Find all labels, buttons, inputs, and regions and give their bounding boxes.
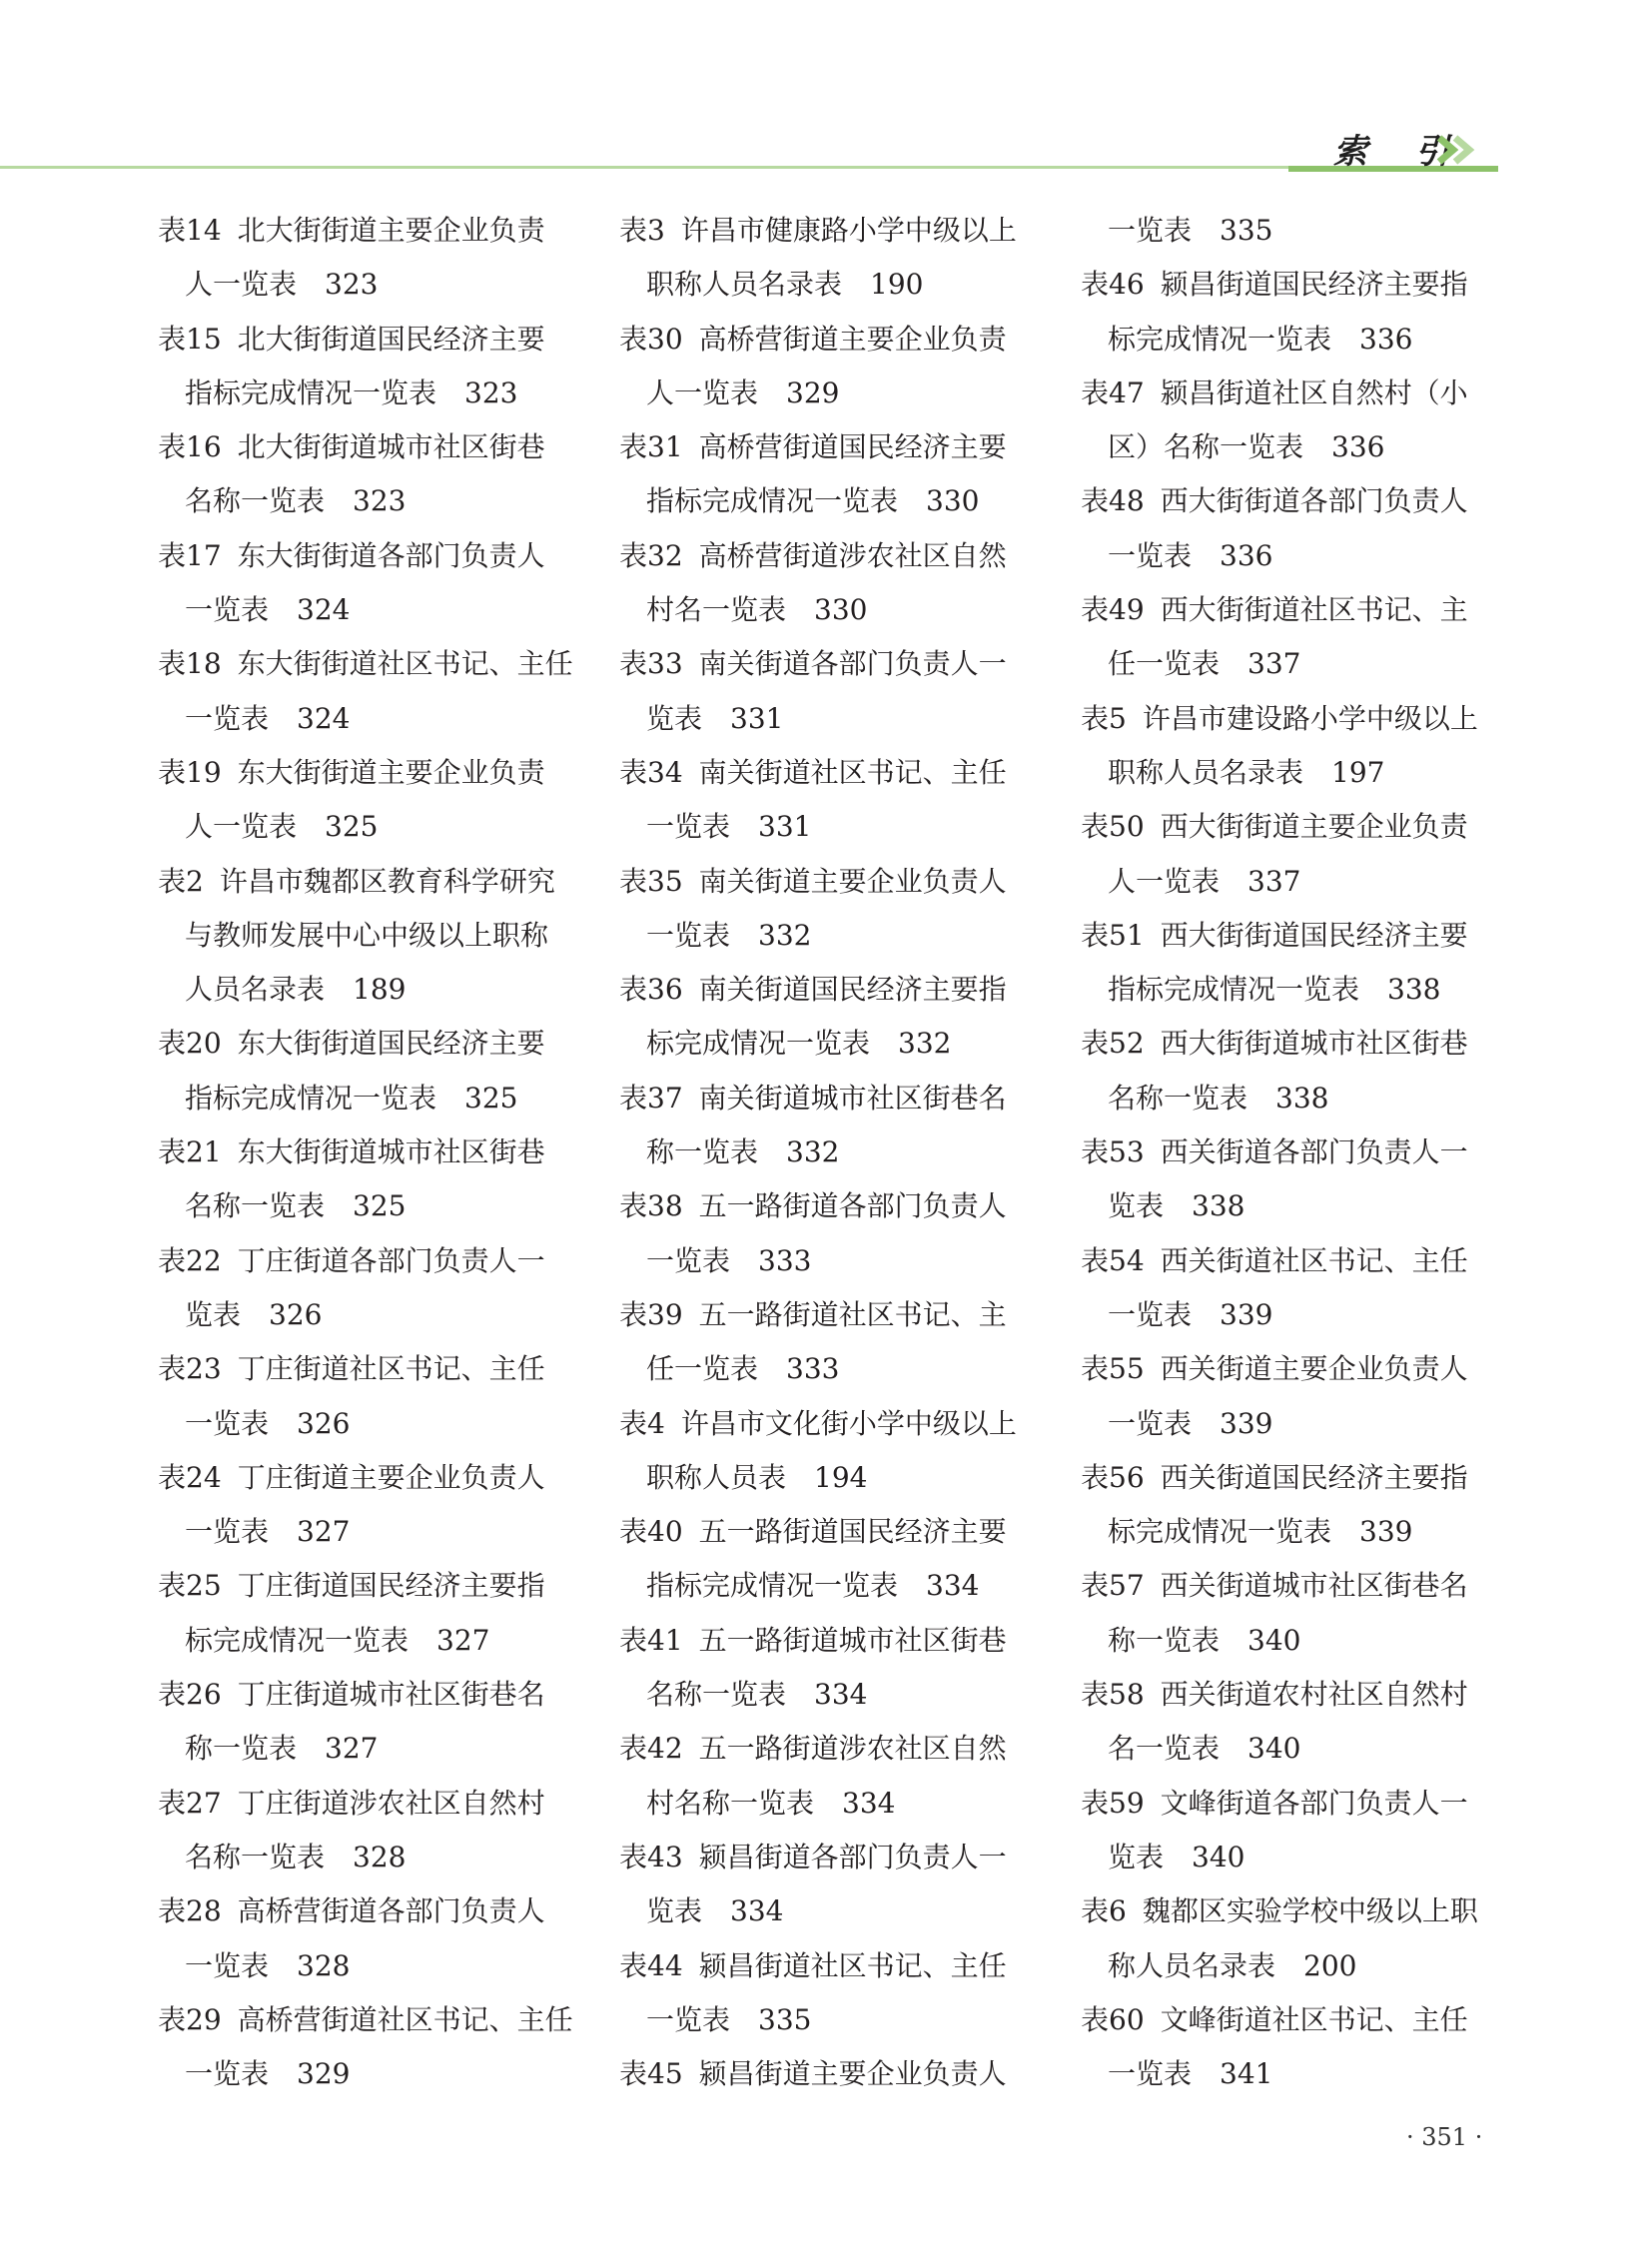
entry-text: 高桥营街道涉农社区自然 xyxy=(698,538,1007,572)
entry-text: 一览表 335 xyxy=(1108,214,1273,247)
entry-text: 任一览表 337 xyxy=(1108,647,1301,681)
index-entry xyxy=(158,420,587,474)
table-number: 表48 xyxy=(1081,484,1145,518)
index-entry xyxy=(1081,692,1510,746)
entry-text: 览表 334 xyxy=(646,1894,784,1928)
entry-text: 一览表 327 xyxy=(185,1515,351,1549)
index-entry xyxy=(1081,1668,1510,1722)
index-entry-continuation xyxy=(1081,204,1510,258)
entry-text: 西关街道社区书记、主任 xyxy=(1160,1243,1468,1277)
table-number: 表22 xyxy=(158,1243,222,1277)
table-number: 表55 xyxy=(1081,1352,1145,1386)
entry-text: 文峰街道各部门负责人一 xyxy=(1160,1786,1468,1820)
entry-text: 高桥营街道国民经济主要 xyxy=(698,430,1007,464)
entry-text: 西关街道城市社区街巷名 xyxy=(1160,1569,1468,1603)
entry-text: 西大街街道国民经济主要 xyxy=(1160,918,1468,952)
entry-text: 丁庄街道各部门负责人一 xyxy=(237,1243,545,1277)
table-number: 表14 xyxy=(158,214,222,247)
table-number: 表49 xyxy=(1081,593,1145,627)
index-entry-continuation xyxy=(1081,2047,1510,2101)
table-number: 表23 xyxy=(158,1352,222,1386)
index-entry xyxy=(1081,1559,1510,1613)
entry-text: 文峰街道社区书记、主任 xyxy=(1160,2002,1468,2036)
index-entry xyxy=(619,855,1049,909)
entry-text: 职称人员名录表 190 xyxy=(646,268,924,302)
index-entry-continuation xyxy=(619,800,1049,854)
table-number: 表42 xyxy=(619,1732,683,1766)
entry-text: 丁庄街道城市社区街巷名 xyxy=(237,1678,545,1712)
index-entry xyxy=(1081,367,1510,420)
entry-text: 丁庄街道涉农社区自然村 xyxy=(237,1786,545,1820)
index-entry xyxy=(158,1125,587,1179)
entry-text: 许昌市文化街小学中级以上 xyxy=(680,1406,1017,1440)
index-entry xyxy=(158,1234,587,1288)
index-entry-continuation xyxy=(619,1234,1049,1288)
index-entry xyxy=(158,1451,587,1505)
entry-text: 览表 331 xyxy=(646,701,784,735)
index-entry xyxy=(1081,583,1510,637)
entry-text: 西关街道国民经济主要指 xyxy=(1160,1460,1468,1494)
entry-text: 览表 340 xyxy=(1108,1840,1245,1873)
entry-text: 一览表 335 xyxy=(646,2002,812,2036)
entry-text: 指标完成情况一览表 325 xyxy=(185,1081,518,1115)
index-entry xyxy=(619,1614,1049,1668)
index-entry xyxy=(619,1939,1049,1993)
index-entry-continuation xyxy=(619,1777,1049,1831)
page-title: 索 引 xyxy=(1333,132,1467,172)
index-entry-continuation xyxy=(158,1831,587,1884)
entry-text: 西大街街道各部门负责人 xyxy=(1160,484,1468,518)
index-entry-continuation xyxy=(158,583,587,637)
entry-text: 称一览表 327 xyxy=(185,1732,379,1766)
index-entry-continuation xyxy=(1081,1722,1510,1776)
entry-text: 指标完成情况一览表 334 xyxy=(646,1569,980,1603)
entry-text: 五一路街道涉农社区自然 xyxy=(698,1732,1007,1766)
entry-text: 颍昌街道各部门负责人一 xyxy=(698,1840,1007,1873)
index-entry xyxy=(619,1288,1049,1342)
index-entry-continuation xyxy=(619,1125,1049,1179)
entry-text: 五一路街道社区书记、主 xyxy=(698,1297,1007,1331)
entry-text: 一览表 326 xyxy=(185,1406,351,1440)
table-number: 表33 xyxy=(619,647,683,681)
table-number: 表31 xyxy=(619,430,683,464)
entry-text: 东大街街道各部门负责人 xyxy=(237,538,545,572)
entry-text: 一览表 324 xyxy=(185,701,351,735)
table-number: 表25 xyxy=(158,1569,222,1603)
index-entry-continuation xyxy=(158,474,587,528)
table-number: 表18 xyxy=(158,647,222,681)
entry-text: 南关街道国民经济主要指 xyxy=(698,973,1007,1007)
table-number: 表39 xyxy=(619,1297,683,1331)
index-entry-continuation xyxy=(619,692,1049,746)
table-number: 表4 xyxy=(619,1406,665,1440)
entry-text: 名称一览表 338 xyxy=(1108,1081,1329,1115)
index-entry xyxy=(619,1831,1049,1884)
table-number: 表37 xyxy=(619,1081,683,1115)
entry-text: 一览表 324 xyxy=(185,593,351,627)
index-entry xyxy=(619,1072,1049,1125)
index-entry xyxy=(158,1668,587,1722)
index-entry xyxy=(1081,800,1510,854)
entry-text: 许昌市建设路小学中级以上 xyxy=(1142,701,1478,735)
index-entry xyxy=(158,204,587,258)
table-number: 表20 xyxy=(158,1027,222,1061)
entry-text: 许昌市魏都区教育科学研究 xyxy=(219,864,555,898)
table-number: 表35 xyxy=(619,864,683,898)
index-entry xyxy=(158,313,587,367)
index-entry-continuation xyxy=(1081,855,1510,909)
header-rule xyxy=(0,166,1498,169)
index-entry-continuation xyxy=(1081,1397,1510,1451)
table-number: 表50 xyxy=(1081,810,1145,844)
index-entry xyxy=(1081,1342,1510,1396)
entry-text: 人一览表 325 xyxy=(185,810,379,844)
index-entry xyxy=(619,746,1049,800)
table-number: 表30 xyxy=(619,322,683,356)
index-entry xyxy=(619,2047,1049,2101)
index-entry xyxy=(158,746,587,800)
table-number: 表16 xyxy=(158,430,222,464)
table-number: 表19 xyxy=(158,755,222,789)
index-entry xyxy=(158,1993,587,2047)
index-entry-continuation xyxy=(1081,1072,1510,1125)
table-number: 表58 xyxy=(1081,1678,1145,1712)
index-entry-continuation xyxy=(1081,420,1510,474)
entry-text: 一览表 332 xyxy=(646,918,812,952)
entry-text: 北大街街道城市社区街巷 xyxy=(237,430,545,464)
table-number: 表40 xyxy=(619,1515,683,1549)
entry-text: 人一览表 329 xyxy=(646,375,840,409)
entry-text: 西大街街道社区书记、主 xyxy=(1160,593,1468,627)
table-number: 表29 xyxy=(158,2002,222,2036)
index-entry xyxy=(1081,1017,1510,1071)
table-number: 表21 xyxy=(158,1135,222,1169)
entry-text: 名称一览表 323 xyxy=(185,484,407,518)
index-entry-continuation xyxy=(619,1668,1049,1722)
entry-text: 颍昌街道主要企业负责人 xyxy=(698,2057,1007,2091)
index-entry xyxy=(1081,1451,1510,1505)
entry-text: 西大街街道城市社区街巷 xyxy=(1160,1027,1468,1061)
index-column-1 xyxy=(158,204,587,2101)
index-entry-continuation xyxy=(158,800,587,854)
table-number: 表56 xyxy=(1081,1460,1145,1494)
index-entry-continuation xyxy=(1081,313,1510,367)
index-entry-continuation xyxy=(158,1939,587,1993)
entry-text: 览表 326 xyxy=(185,1297,323,1331)
entry-text: 魏都区实验学校中级以上职 xyxy=(1142,1894,1478,1928)
entry-text: 人一览表 323 xyxy=(185,268,379,302)
entry-text: 人员名录表 189 xyxy=(185,973,407,1007)
entry-text: 南关街道社区书记、主任 xyxy=(698,755,1007,789)
entry-text: 颍昌街道社区书记、主任 xyxy=(698,1948,1007,1982)
index-entry-continuation xyxy=(619,1559,1049,1613)
index-entry xyxy=(1081,1777,1510,1831)
index-entry xyxy=(619,420,1049,474)
index-entry-continuation xyxy=(158,258,587,312)
index-entry-continuation xyxy=(1081,1614,1510,1668)
entry-text: 南关街道城市社区街巷名 xyxy=(698,1081,1007,1115)
entry-text: 标完成情况一览表 332 xyxy=(646,1027,952,1061)
entry-text: 称一览表 332 xyxy=(646,1135,840,1169)
index-entry-continuation xyxy=(1081,1179,1510,1233)
table-number: 表59 xyxy=(1081,1786,1145,1820)
entry-text: 高桥营街道主要企业负责 xyxy=(698,322,1007,356)
table-number: 表52 xyxy=(1081,1027,1145,1061)
entry-text: 许昌市健康路小学中级以上 xyxy=(680,214,1017,247)
entry-text: 称一览表 340 xyxy=(1108,1623,1301,1657)
index-entry-continuation xyxy=(1081,529,1510,583)
index-entry xyxy=(1081,909,1510,963)
index-entry-continuation xyxy=(158,909,587,963)
table-number: 表5 xyxy=(1081,701,1127,735)
entry-text: 西关街道各部门负责人一 xyxy=(1160,1135,1468,1169)
entry-text: 北大街街道主要企业负责 xyxy=(237,214,545,247)
index-entry xyxy=(1081,1993,1510,2047)
entry-text: 一览表 339 xyxy=(1108,1297,1273,1331)
index-entry xyxy=(619,204,1049,258)
index-entry xyxy=(619,1179,1049,1233)
index-entry-continuation xyxy=(158,1722,587,1776)
table-number: 表60 xyxy=(1081,2002,1145,2036)
entry-text: 颍昌街道社区自然村（小 xyxy=(1160,375,1468,409)
index-entry-continuation xyxy=(158,2047,587,2101)
index-entry xyxy=(158,855,587,909)
entry-text: 名一览表 340 xyxy=(1108,1732,1301,1766)
table-number: 表24 xyxy=(158,1460,222,1494)
entry-text: 村名称一览表 334 xyxy=(646,1786,896,1820)
table-number: 表47 xyxy=(1081,375,1145,409)
entry-text: 一览表 341 xyxy=(1108,2057,1273,2091)
entry-text: 颍昌街道国民经济主要指 xyxy=(1160,268,1468,302)
index-entry-continuation xyxy=(619,1451,1049,1505)
index-entry-continuation xyxy=(1081,1505,1510,1559)
table-number: 表57 xyxy=(1081,1569,1145,1603)
table-number: 表28 xyxy=(158,1894,222,1928)
index-entry-continuation xyxy=(1081,1831,1510,1884)
table-number: 表43 xyxy=(619,1840,683,1873)
entry-text: 人一览表 337 xyxy=(1108,864,1301,898)
index-entry xyxy=(158,529,587,583)
table-number: 表34 xyxy=(619,755,683,789)
entry-text: 五一路街道国民经济主要 xyxy=(698,1515,1007,1549)
table-number: 表36 xyxy=(619,973,683,1007)
entry-text: 丁庄街道主要企业负责人 xyxy=(237,1460,545,1494)
entry-text: 任一览表 333 xyxy=(646,1352,840,1386)
index-column-3 xyxy=(1081,204,1510,2101)
entry-text: 东大街街道城市社区街巷 xyxy=(237,1135,545,1169)
index-entry-continuation xyxy=(619,367,1049,420)
index-entry-continuation xyxy=(619,1342,1049,1396)
table-number: 表17 xyxy=(158,538,222,572)
index-entry xyxy=(619,1397,1049,1451)
entry-text: 标完成情况一览表 336 xyxy=(1108,322,1413,356)
index-entry xyxy=(1081,474,1510,528)
entry-text: 标完成情况一览表 339 xyxy=(1108,1515,1413,1549)
entry-text: 五一路街道城市社区街巷 xyxy=(698,1623,1007,1657)
entry-text: 一览表 331 xyxy=(646,810,812,844)
table-number: 表54 xyxy=(1081,1243,1145,1277)
index-entry-continuation xyxy=(619,909,1049,963)
entry-text: 北大街街道国民经济主要 xyxy=(237,322,545,356)
table-number: 表6 xyxy=(1081,1894,1127,1928)
entry-text: 标完成情况一览表 327 xyxy=(185,1623,490,1657)
entry-text: 区）名称一览表 336 xyxy=(1108,430,1385,464)
index-entry-continuation xyxy=(158,1614,587,1668)
index-entry xyxy=(158,637,587,691)
entry-text: 西关街道主要企业负责人 xyxy=(1160,1352,1468,1386)
index-column-2 xyxy=(619,204,1049,2101)
index-entry-continuation xyxy=(1081,963,1510,1017)
table-number: 表27 xyxy=(158,1786,222,1820)
table-number: 表46 xyxy=(1081,268,1145,302)
index-entry xyxy=(619,1722,1049,1776)
index-entry-continuation xyxy=(158,692,587,746)
table-number: 表2 xyxy=(158,864,204,898)
index-entry-continuation xyxy=(619,583,1049,637)
entry-text: 南关街道各部门负责人一 xyxy=(698,647,1007,681)
entry-text: 指标完成情况一览表 338 xyxy=(1108,973,1441,1007)
index-entry-continuation xyxy=(1081,637,1510,691)
table-number: 表38 xyxy=(619,1189,683,1223)
table-number: 表53 xyxy=(1081,1135,1145,1169)
entry-text: 职称人员名录表 197 xyxy=(1108,755,1385,789)
entry-text: 东大街街道主要企业负责 xyxy=(237,755,545,789)
index-entry xyxy=(619,529,1049,583)
table-number: 表44 xyxy=(619,1948,683,1982)
entry-text: 与教师发展中心中级以上职称 xyxy=(185,918,549,952)
entry-text: 南关街道主要企业负责人 xyxy=(698,864,1007,898)
index-entry xyxy=(158,1777,587,1831)
entry-text: 五一路街道各部门负责人 xyxy=(698,1189,1007,1223)
index-entry xyxy=(1081,1884,1510,1938)
index-entry xyxy=(619,313,1049,367)
index-entry xyxy=(158,1884,587,1938)
index-entry-continuation xyxy=(1081,1939,1510,1993)
entry-text: 一览表 333 xyxy=(646,1243,812,1277)
entry-text: 名称一览表 334 xyxy=(646,1678,868,1712)
entry-text: 览表 338 xyxy=(1108,1189,1245,1223)
entry-text: 西关街道农村社区自然村 xyxy=(1160,1678,1468,1712)
entry-text: 一览表 336 xyxy=(1108,538,1273,572)
index-entry-continuation xyxy=(158,1397,587,1451)
table-number: 表15 xyxy=(158,322,222,356)
index-entry xyxy=(158,1559,587,1613)
index-entry-continuation xyxy=(158,1179,587,1233)
index-entry-continuation xyxy=(619,1993,1049,2047)
index-entry-continuation xyxy=(1081,746,1510,800)
index-entry xyxy=(1081,1125,1510,1179)
table-number: 表32 xyxy=(619,538,683,572)
table-number: 表26 xyxy=(158,1678,222,1712)
entry-text: 一览表 329 xyxy=(185,2057,351,2091)
index-entry-continuation xyxy=(619,258,1049,312)
entry-text: 职称人员表 194 xyxy=(646,1460,868,1494)
entry-text: 名称一览表 328 xyxy=(185,1840,407,1873)
index-entry-continuation xyxy=(158,1072,587,1125)
index-entry xyxy=(619,637,1049,691)
entry-text: 西大街街道主要企业负责 xyxy=(1160,810,1468,844)
table-number: 表41 xyxy=(619,1623,683,1657)
entry-text: 东大街街道国民经济主要 xyxy=(237,1027,545,1061)
entry-text: 指标完成情况一览表 330 xyxy=(646,484,980,518)
entry-text: 丁庄街道国民经济主要指 xyxy=(237,1569,545,1603)
index-entry-continuation xyxy=(158,1505,587,1559)
index-entry xyxy=(158,1342,587,1396)
table-number: 表3 xyxy=(619,214,665,247)
entry-text: 称人员名录表 200 xyxy=(1108,1948,1357,1982)
page-number: · 351 · xyxy=(1406,2123,1483,2151)
entry-text: 名称一览表 325 xyxy=(185,1189,407,1223)
entry-text: 村名一览表 330 xyxy=(646,593,868,627)
index-entry xyxy=(619,1505,1049,1559)
entry-text: 一览表 339 xyxy=(1108,1406,1273,1440)
entry-text: 一览表 328 xyxy=(185,1948,351,1982)
index-entry-continuation xyxy=(158,367,587,420)
index-entry-continuation xyxy=(619,1017,1049,1071)
index-entry xyxy=(1081,1234,1510,1288)
index-entry-continuation xyxy=(619,474,1049,528)
entry-text: 丁庄街道社区书记、主任 xyxy=(237,1352,545,1386)
index-entry xyxy=(1081,258,1510,312)
index-entry-continuation xyxy=(619,1884,1049,1938)
entry-text: 高桥营街道各部门负责人 xyxy=(237,1894,545,1928)
index-entry-continuation xyxy=(158,963,587,1017)
table-number: 表45 xyxy=(619,2057,683,2091)
entry-text: 高桥营街道社区书记、主任 xyxy=(237,2002,573,2036)
index-entry-continuation xyxy=(158,1288,587,1342)
entry-text: 东大街街道社区书记、主任 xyxy=(237,647,573,681)
index-entry-continuation xyxy=(1081,1288,1510,1342)
table-number: 表51 xyxy=(1081,918,1145,952)
index-entry xyxy=(158,1017,587,1071)
double-chevron-icon xyxy=(1435,134,1479,166)
entry-text: 指标完成情况一览表 323 xyxy=(185,375,518,409)
index-entry xyxy=(619,963,1049,1017)
